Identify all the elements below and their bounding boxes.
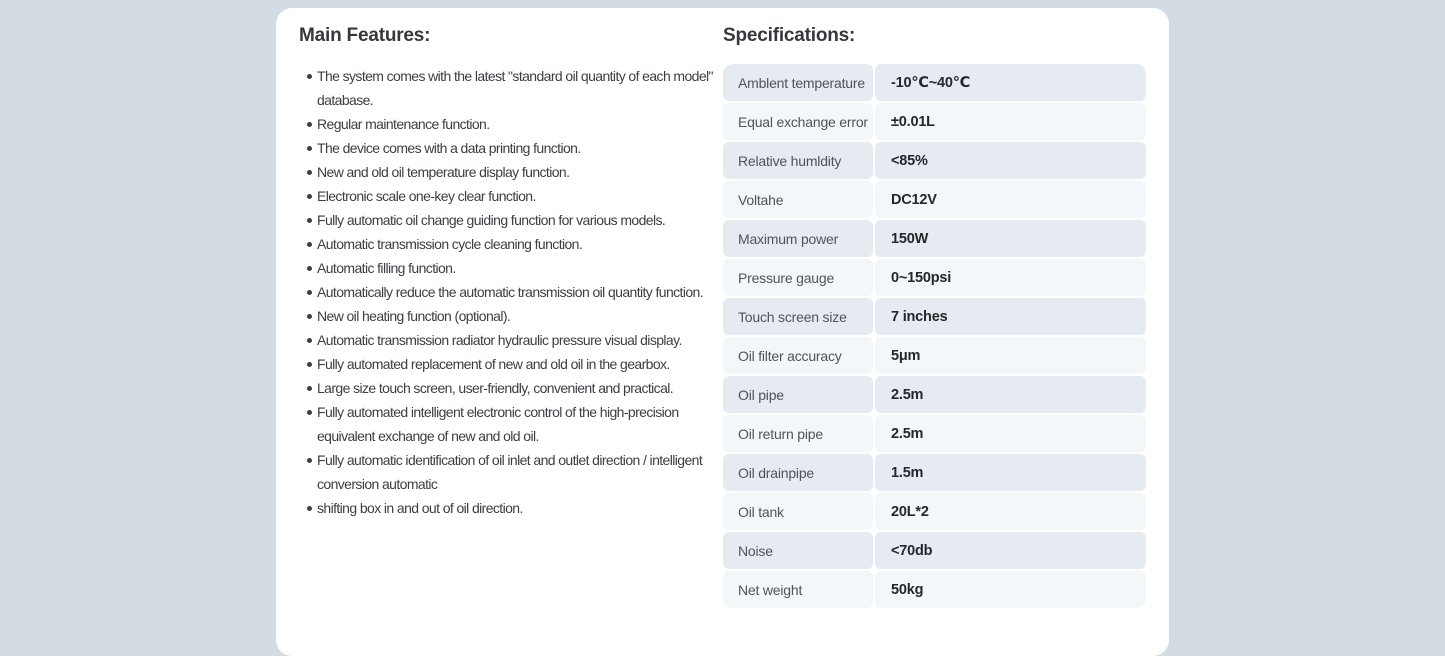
feature-item: [299, 400, 722, 448]
spec-row: [723, 454, 1146, 491]
spec-label: Oil filter accuracy: [723, 337, 873, 374]
spec-label: Oil return pipe: [723, 415, 873, 452]
bullet-icon: [307, 74, 312, 79]
bullet-icon: [307, 314, 312, 319]
spec-row: [723, 415, 1146, 452]
feature-item: [299, 208, 722, 232]
feature-item: [299, 160, 722, 184]
bullet-icon: [307, 266, 312, 271]
spec-value: 5μm: [875, 337, 1146, 374]
spec-value: DC12V: [875, 181, 1146, 218]
spec-value: 150W: [875, 220, 1146, 257]
spec-label: Amblent temperature: [723, 64, 873, 101]
feature-text: Regular maintenance function.: [317, 116, 490, 132]
feature-text: New oil heating function (optional).: [317, 308, 511, 324]
spec-value: <70db: [875, 532, 1146, 569]
spec-value: -10℃~40℃: [875, 64, 1146, 101]
feature-item: [299, 184, 722, 208]
main-features-section: [299, 22, 722, 520]
spec-row: [723, 142, 1146, 179]
feature-text: Fully automatic oil change guiding function for various models.: [317, 212, 666, 228]
spec-value: 7 inches: [875, 298, 1146, 335]
spec-label: Net weight: [723, 571, 873, 608]
feature-text: Fully automated replacement of new and old oil in the gearbox.: [317, 356, 670, 372]
spec-row: [723, 532, 1146, 569]
spec-label: Relative humldity: [723, 142, 873, 179]
spec-row: [723, 259, 1146, 296]
bullet-icon: [307, 242, 312, 247]
feature-text: Fully automated intelligent electronic control of the high-precision equivalent exchange of new and old oil.: [317, 404, 679, 444]
spec-label: Pressure gauge: [723, 259, 873, 296]
feature-text: New and old oil temperature display function.: [317, 164, 570, 180]
spec-label: Oil tank: [723, 493, 873, 530]
bullet-icon: [307, 122, 312, 127]
feature-text: The system comes with the latest "standard oil quantity of each model" database.: [317, 68, 713, 108]
spec-row: [723, 298, 1146, 335]
bullet-icon: [307, 146, 312, 151]
feature-text: Automatically reduce the automatic transmission oil quantity function.: [317, 284, 703, 300]
spec-value: ±0.01L: [875, 103, 1146, 140]
feature-item: [299, 304, 722, 328]
feature-item: [299, 256, 722, 280]
feature-text: Large size touch screen, user-friendly, convenient and practical.: [317, 380, 674, 396]
feature-item: [299, 280, 722, 304]
spec-value: 20L*2: [875, 493, 1146, 530]
feature-item: [299, 232, 722, 256]
spec-row: [723, 493, 1146, 530]
spec-value: 2.5m: [875, 415, 1146, 452]
specifications-heading: Specifications:: [723, 25, 856, 46]
spec-label: Maximum power: [723, 220, 873, 257]
spec-row: [723, 103, 1146, 140]
spec-row: [723, 64, 1146, 101]
spec-row: [723, 376, 1146, 413]
feature-text: The device comes with a data printing function.: [317, 140, 581, 156]
spec-value: 0~150psi: [875, 259, 1146, 296]
bullet-icon: [307, 410, 312, 415]
spec-label: Oil drainpipe: [723, 454, 873, 491]
features-list: [299, 64, 722, 520]
feature-item: [299, 496, 722, 520]
main-features-heading: Main Features:: [299, 25, 431, 46]
spec-label: Equal exchange error: [723, 103, 873, 140]
bullet-icon: [307, 458, 312, 463]
spec-value: 50kg: [875, 571, 1146, 608]
content-card: [276, 8, 1169, 656]
spec-row: [723, 220, 1146, 257]
bullet-icon: [307, 506, 312, 511]
bullet-icon: [307, 194, 312, 199]
bullet-icon: [307, 362, 312, 367]
spec-label: Voltahe: [723, 181, 873, 218]
bullet-icon: [307, 386, 312, 391]
feature-text: Electronic scale one-key clear function.: [317, 188, 536, 204]
feature-text: Automatic filling function.: [317, 260, 456, 276]
spec-row: [723, 337, 1146, 374]
feature-item: [299, 112, 722, 136]
feature-text: Automatic transmission radiator hydraulic pressure visual display.: [317, 332, 682, 348]
feature-text: Automatic transmission cycle cleaning function.: [317, 236, 583, 252]
bullet-icon: [307, 170, 312, 175]
bullet-icon: [307, 338, 312, 343]
spec-value: 1.5m: [875, 454, 1146, 491]
feature-item: [299, 328, 722, 352]
spec-table: [723, 64, 1146, 608]
feature-item: [299, 352, 722, 376]
spec-label: Touch screen size: [723, 298, 873, 335]
spec-label: Oil pipe: [723, 376, 873, 413]
feature-item: [299, 136, 722, 160]
feature-item: [299, 448, 722, 496]
feature-item: [299, 64, 722, 112]
spec-value: 2.5m: [875, 376, 1146, 413]
feature-text: shifting box in and out of oil direction.: [317, 500, 523, 516]
specifications-section: [723, 22, 1146, 608]
spec-row: [723, 571, 1146, 608]
feature-item: [299, 376, 722, 400]
feature-text: Fully automatic identification of oil inlet and outlet direction / intelligent conversion automatic: [317, 452, 703, 492]
bullet-icon: [307, 290, 312, 295]
spec-row: [723, 181, 1146, 218]
spec-value: <85%: [875, 142, 1146, 179]
spec-label: Noise: [723, 532, 873, 569]
bullet-icon: [307, 218, 312, 223]
